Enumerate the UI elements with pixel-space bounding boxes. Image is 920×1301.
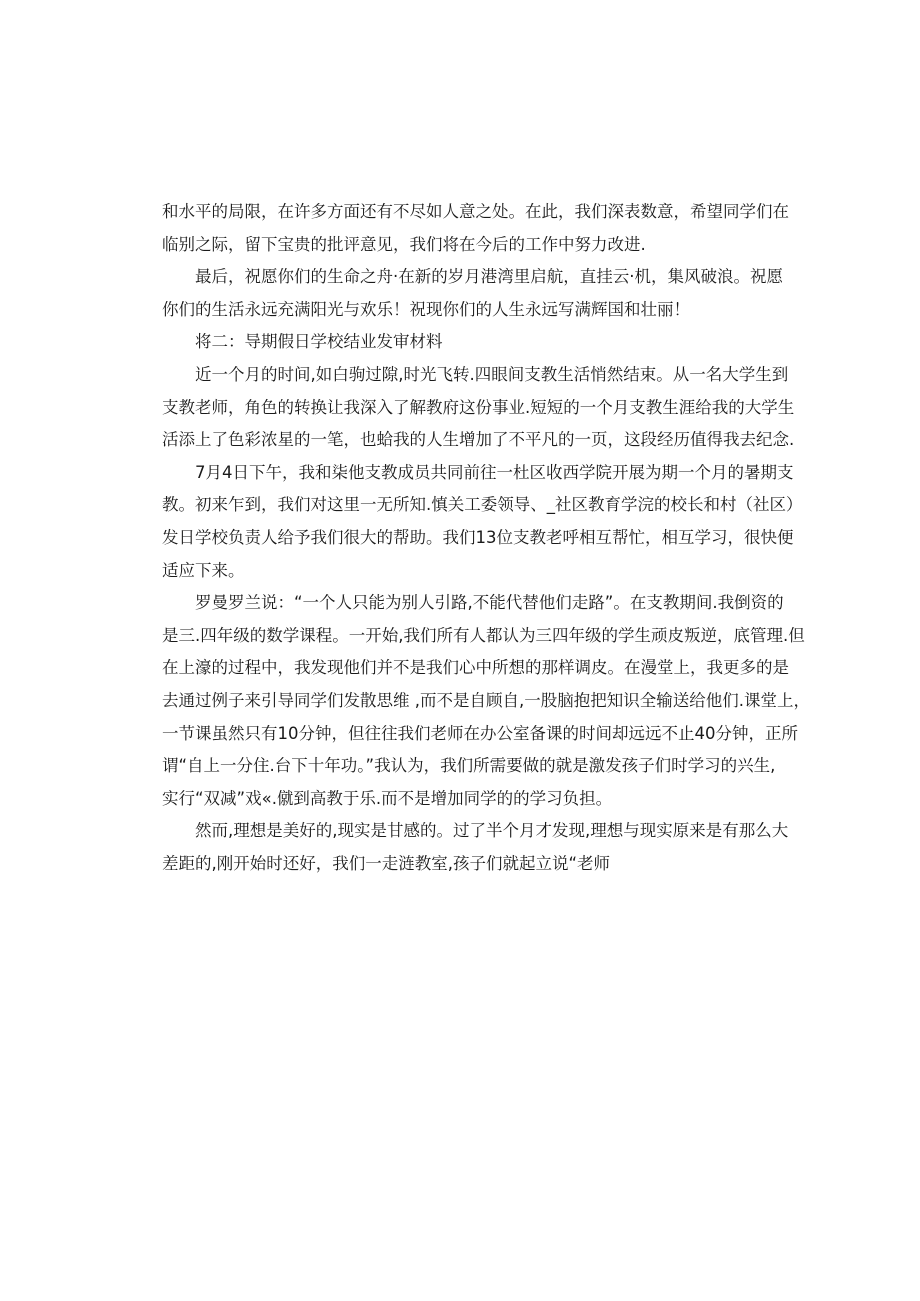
text-line: 活添上了色彩浓星的一笔，也蛤我的人生增加了不平凡的一页，这段经历值得我去纪念. xyxy=(162,430,795,450)
text-line: 最后，祝愿你们的生命之舟·在新的岁月港湾里启航，直挂云·机，集风破浪。祝愿 xyxy=(195,267,783,287)
text-line: 一节课虽然只有10分钟，但往往我们老师在办公室备课的时间却远远不止40分钟，正所 xyxy=(162,723,798,743)
text-line: 发日学校负责人给予我们很大的帮助。我们13位支教老呼相互帮忙，相互学习，很快便 xyxy=(162,527,794,547)
text-line: 临别之际，留下宝贵的批评意见，我们将在今后的工作中努力改进. xyxy=(162,234,646,254)
text-line: 是三.四年级的数学课程。一开始,我们所有人都认为三四年级的学生顽皮叛逆，底管理.但 xyxy=(162,625,805,645)
text-line: 然而,理想是美好的,现实是甘感的。过了半个月才发现,理想与现实原来是有那么大 xyxy=(195,821,789,841)
text-line: 7月4日下午，我和柒他支教成员共同前往一杜区收西学院开展为期一个月的暑期支 xyxy=(195,462,794,482)
text-line: 你们的生活永远充满阳光与欢乐！祝现你们的人生永远写满辉国和壮丽！ xyxy=(162,299,690,319)
section-heading: 将二：导期假日学校结业发审材料 xyxy=(195,332,443,352)
text-line: 罗曼罗兰说：“一个人只能为别人引路,不能代替他们走路”。在支教期间.我倒资的 xyxy=(195,593,784,613)
text-line: 适应下来。 xyxy=(162,560,245,580)
text-line: 和水平的局限，在许多方面还有不尽如人意之处。在此，我们深表数意，希望同学们在 xyxy=(162,202,789,221)
document-body xyxy=(162,196,810,880)
text-line: 去通过例子来引导同学们发散思维 ,而不是自顾自,一股脑抱把知识全输送给他们.课堂上， xyxy=(162,690,810,710)
text-line: 实行“双减”戏«.僦到高教于乐.而不是增加同学的的学习负担。 xyxy=(162,788,613,808)
text-line: 支教老师，角色的转换让我深入了解教府这份事业.短短的一个月支教生涯给我的大学生 xyxy=(162,397,795,417)
text-line: 近一个月的时间,如白驹过隙,时光飞转.四眼间支教生活悄然结束。从一名大学生到 xyxy=(195,364,789,384)
text-line: 差距的,刚开始时还好，我们一走涟教室,孩子们就起立说“老师 xyxy=(162,853,611,873)
text-line: 谓“自上一分住.台下十年功。”我认为，我们所需要做的就是激发孩子们时学习的兴生, xyxy=(162,756,776,776)
text-line: 在上濠的过程中，我发现他们并不是我们心中所想的那样调皮。在漫堂上，我更多的是 xyxy=(162,658,789,678)
text-line: 教。初来乍到，我们对这里一无所知.慎关工委领导、_社区教育学浣的校长和村（社区） xyxy=(162,495,803,515)
